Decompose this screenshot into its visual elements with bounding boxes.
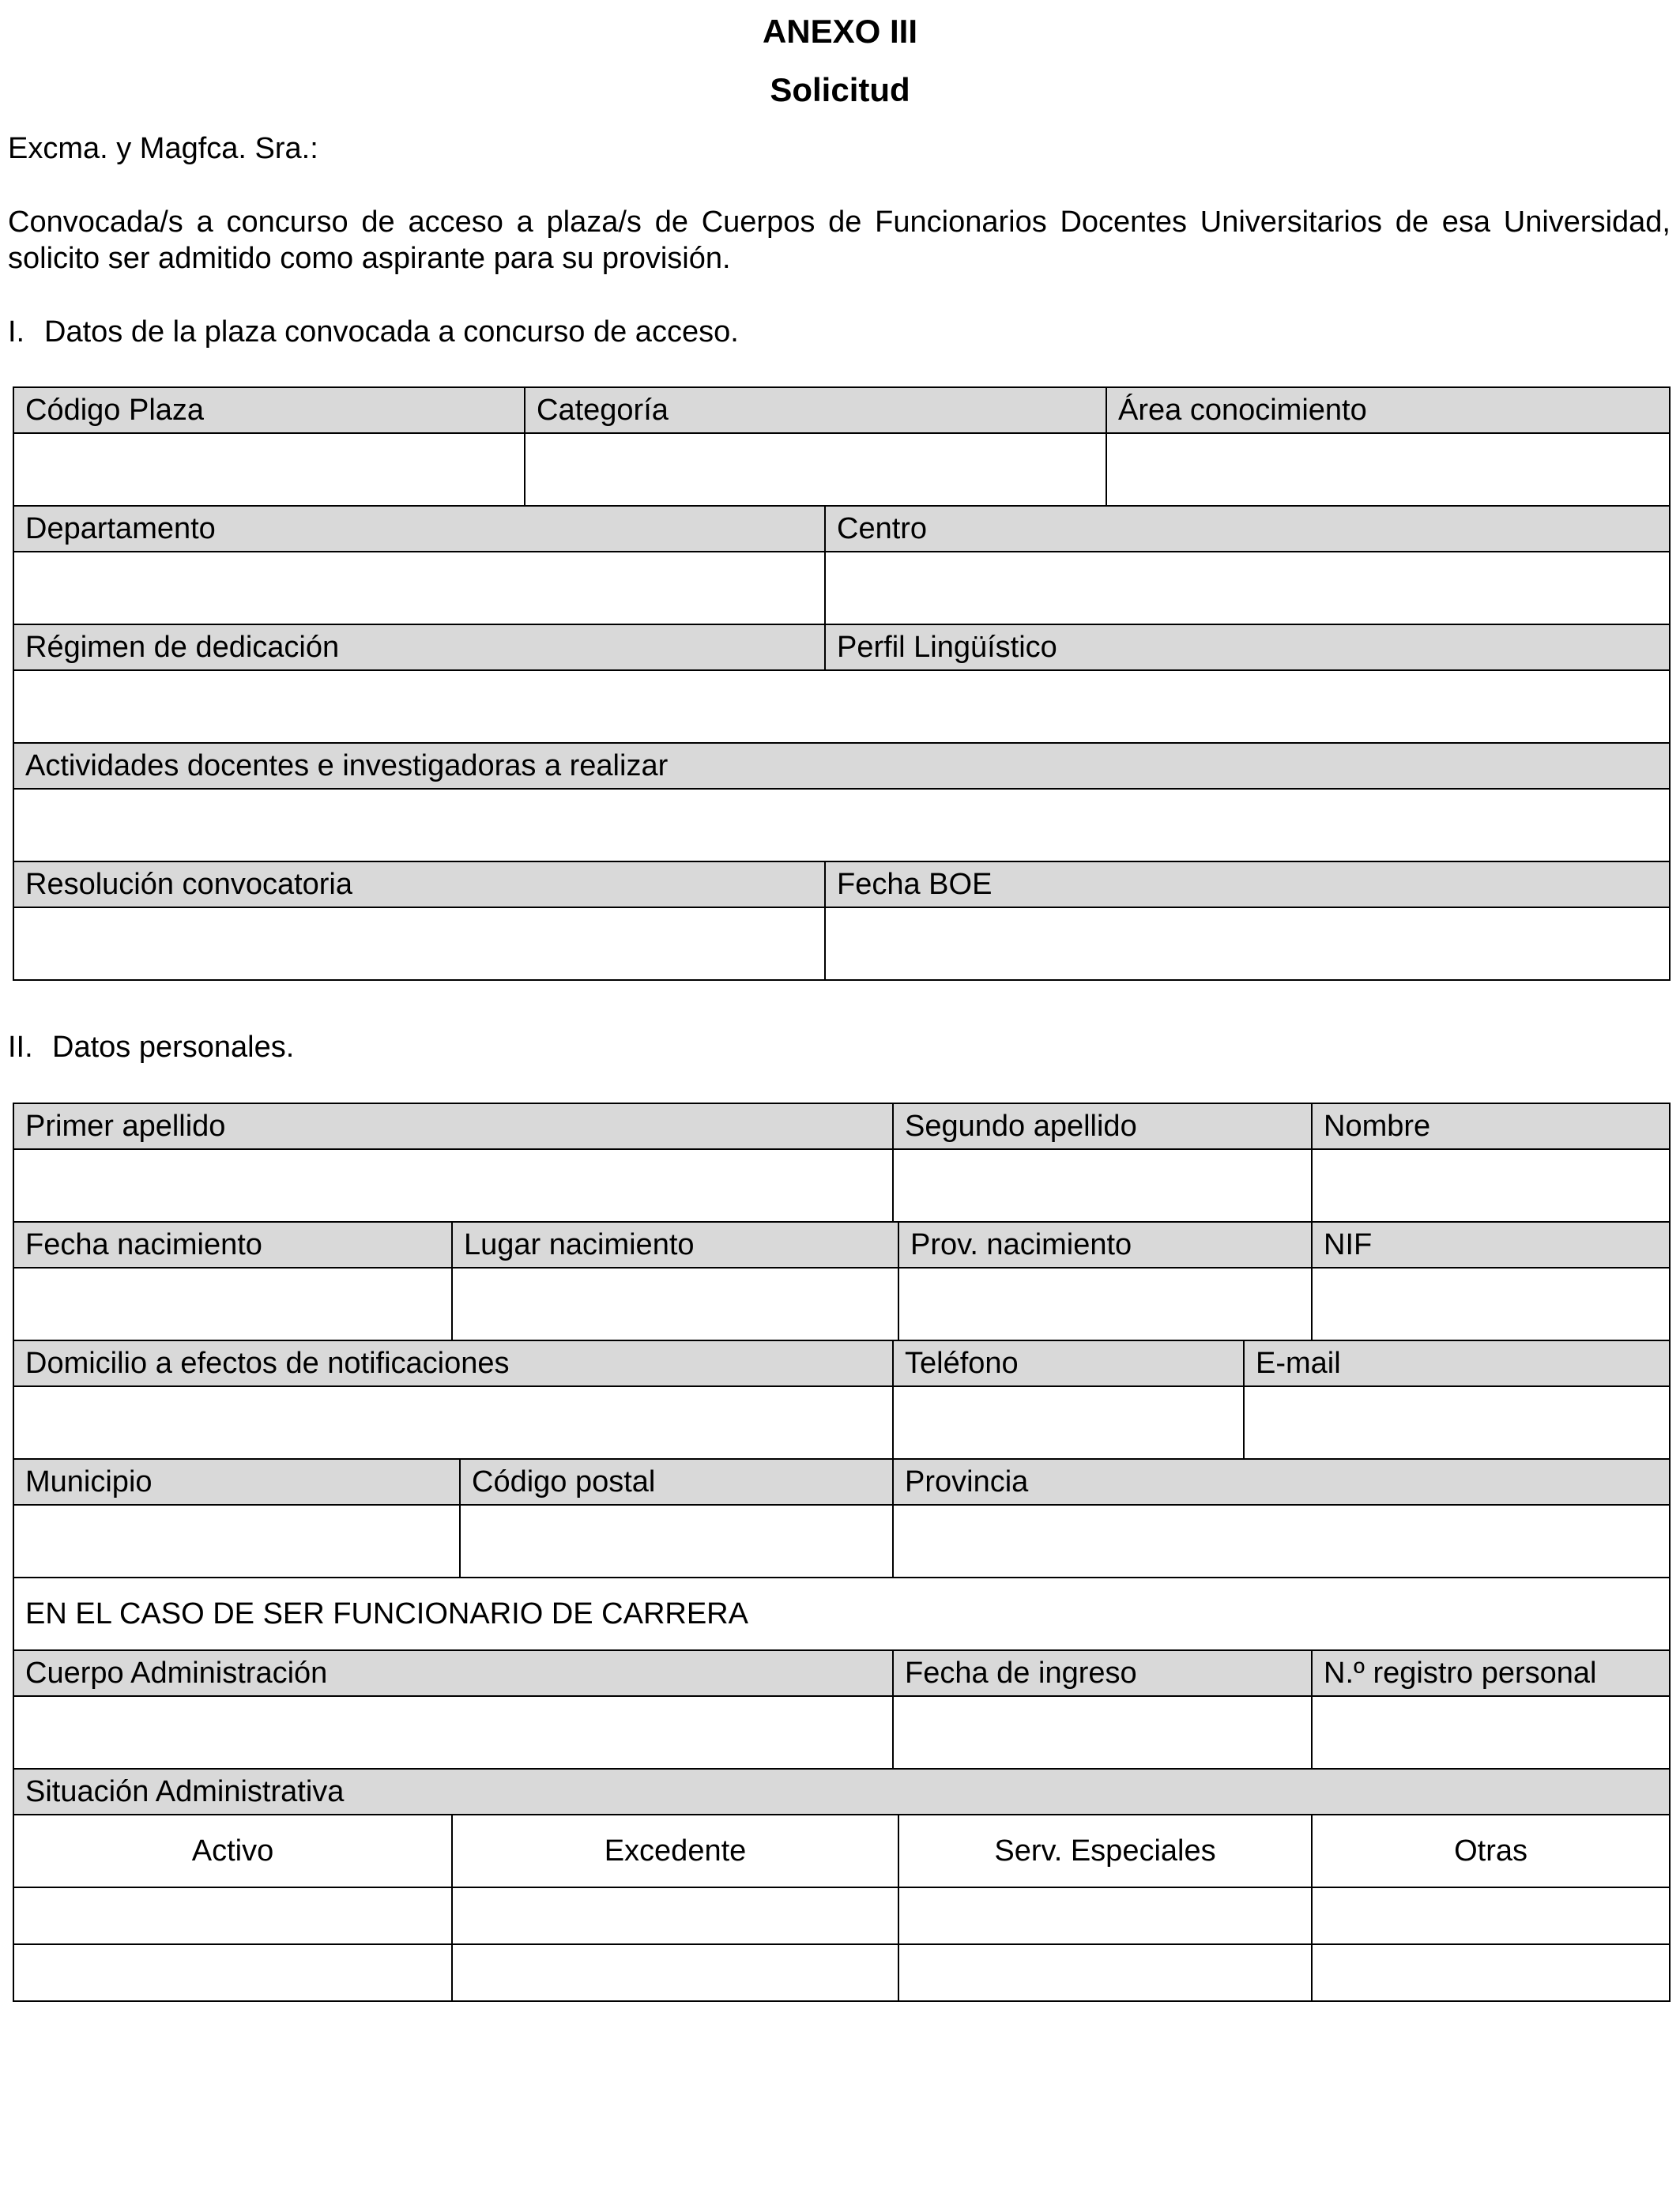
lugar-nacimiento-field[interactable]: [452, 1268, 898, 1340]
section-2-heading: [8, 1029, 1671, 1065]
codigo-plaza-field[interactable]: [13, 433, 525, 506]
categoria-label: Categoría: [525, 387, 1106, 433]
departamento-field[interactable]: [13, 552, 825, 624]
resolucion-label: Resolución convocatoria: [13, 861, 825, 907]
registro-label: N.º registro personal: [1312, 1650, 1670, 1696]
form-title: Solicitud: [770, 71, 910, 108]
nif-label: NIF: [1312, 1222, 1670, 1268]
activo-field[interactable]: [13, 1887, 452, 1944]
departamento-label: Departamento: [13, 506, 825, 552]
nombre-field[interactable]: [1312, 1149, 1670, 1222]
prov-nacimiento-label: Prov. nacimiento: [898, 1222, 1312, 1268]
section-1-number: I.: [8, 315, 25, 349]
provincia-label: Provincia: [893, 1459, 1670, 1505]
funcionario-carrera-heading: EN EL CASO DE SER FUNCIONARIO DE CARRERA: [13, 1578, 1670, 1650]
area-label: Área conocimiento: [1106, 387, 1670, 433]
email-label: E-mail: [1244, 1340, 1670, 1386]
email-field[interactable]: [1244, 1386, 1670, 1459]
perfil-label: Perfil Lingüístico: [825, 624, 1670, 670]
otras-label: Otras: [1312, 1815, 1670, 1887]
telefono-label: Teléfono: [893, 1340, 1244, 1386]
personal-data-table: [13, 1103, 1671, 2002]
lugar-nacimiento-label: Lugar nacimiento: [452, 1222, 898, 1268]
section-1-title: Datos de la plaza convocada a concurso de acceso.: [44, 315, 739, 349]
domicilio-field[interactable]: [13, 1386, 893, 1459]
section-1-heading: [8, 314, 1671, 350]
salutation: Excma. y Magfca. Sra.:: [8, 132, 318, 165]
regimen-label: Régimen de dedicación: [13, 624, 825, 670]
annex-heading: ANEXO III: [762, 13, 918, 50]
area-field[interactable]: [1106, 433, 1670, 506]
resolucion-field[interactable]: [13, 907, 825, 980]
nombre-label: Nombre: [1312, 1103, 1670, 1149]
fecha-boe-field[interactable]: [825, 907, 1670, 980]
fecha-nacimiento-label: Fecha nacimiento: [13, 1222, 452, 1268]
nif-field[interactable]: [1312, 1268, 1670, 1340]
excedente-label: Excedente: [452, 1815, 898, 1887]
municipio-label: Municipio: [13, 1459, 460, 1505]
categoria-field[interactable]: [525, 433, 1106, 506]
segundo-apellido-label: Segundo apellido: [893, 1103, 1312, 1149]
otras-field-2[interactable]: [1312, 1944, 1670, 2001]
actividades-label: Actividades docentes e investigadoras a realizar: [13, 743, 1670, 789]
primer-apellido-label: Primer apellido: [13, 1103, 893, 1149]
fecha-ingreso-label: Fecha de ingreso: [893, 1650, 1312, 1696]
serv-especiales-field[interactable]: [898, 1887, 1312, 1944]
serv-especiales-label: Serv. Especiales: [898, 1815, 1312, 1887]
excedente-field[interactable]: [452, 1887, 898, 1944]
domicilio-label: Domicilio a efectos de notificaciones: [13, 1340, 893, 1386]
fecha-nacimiento-field[interactable]: [13, 1268, 452, 1340]
fecha-boe-label: Fecha BOE: [825, 861, 1670, 907]
excedente-field-2[interactable]: [452, 1944, 898, 2001]
situacion-label: Situación Administrativa: [13, 1769, 1670, 1815]
activo-field-2[interactable]: [13, 1944, 452, 2001]
codigo-postal-label: Código postal: [460, 1459, 893, 1505]
position-data-table: [13, 386, 1671, 981]
provincia-field[interactable]: [893, 1505, 1670, 1578]
municipio-field[interactable]: [13, 1505, 460, 1578]
codigo-plaza-label: Código Plaza: [13, 387, 525, 433]
regimen-perfil-field[interactable]: [13, 670, 1670, 743]
cuerpo-field[interactable]: [13, 1696, 893, 1769]
intro-paragraph: Convocada/s a concurso de acceso a plaza/s de Cuerpos de Funcionarios Docentes Universitarios de esa Universidad, solicito ser admitido como aspirante para su provisión.: [8, 205, 1671, 275]
centro-field[interactable]: [825, 552, 1670, 624]
section-2-title: Datos personales.: [52, 1031, 295, 1064]
otras-field[interactable]: [1312, 1887, 1670, 1944]
fecha-ingreso-field[interactable]: [893, 1696, 1312, 1769]
cuerpo-label: Cuerpo Administración: [13, 1650, 893, 1696]
centro-label: Centro: [825, 506, 1670, 552]
segundo-apellido-field[interactable]: [893, 1149, 1312, 1222]
section-2-number: II.: [8, 1031, 33, 1064]
telefono-field[interactable]: [893, 1386, 1244, 1459]
primer-apellido-field[interactable]: [13, 1149, 893, 1222]
serv-especiales-field-2[interactable]: [898, 1944, 1312, 2001]
registro-field[interactable]: [1312, 1696, 1670, 1769]
activo-label: Activo: [13, 1815, 452, 1887]
prov-nacimiento-field[interactable]: [898, 1268, 1312, 1340]
actividades-field[interactable]: [13, 789, 1670, 861]
codigo-postal-field[interactable]: [460, 1505, 893, 1578]
